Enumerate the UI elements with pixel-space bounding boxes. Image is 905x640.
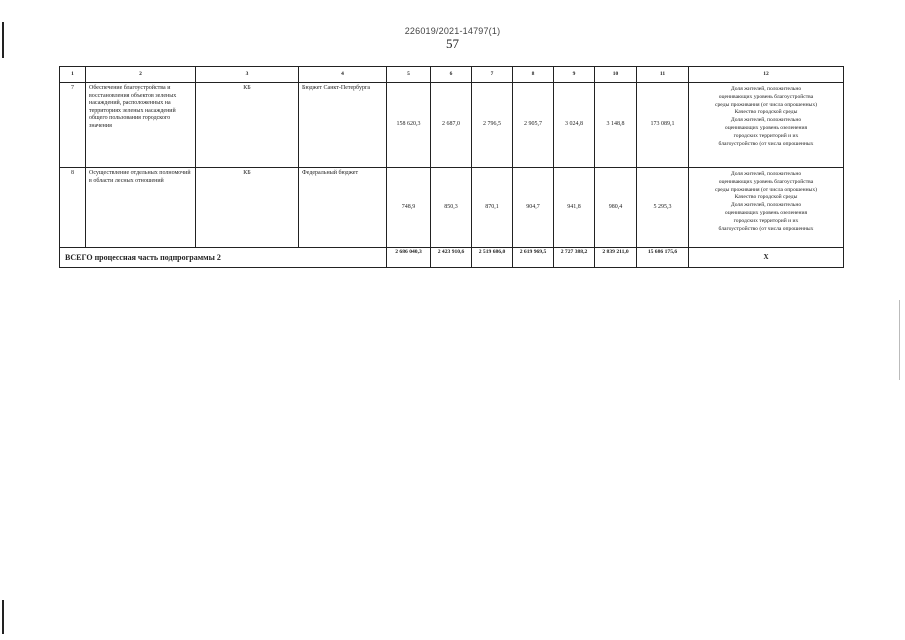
table-row bbox=[60, 168, 844, 248]
indicator-line: благоустройство (от числа опрошенных bbox=[718, 225, 814, 232]
indicators-cell bbox=[689, 83, 844, 168]
row-number: 8 bbox=[60, 168, 86, 248]
column-header: 9 bbox=[554, 67, 595, 83]
amount-cell: 748,9 bbox=[387, 168, 431, 248]
table-header-row bbox=[60, 67, 844, 83]
budget-code: КБ bbox=[196, 83, 299, 168]
amount-cell: 3 148,8 bbox=[595, 83, 637, 168]
column-header: 12 bbox=[689, 67, 844, 83]
activity-name: Осуществление отдельных полномочий в области лесных отношений bbox=[86, 168, 196, 248]
total-amount-cell: 2 619 969,5 bbox=[513, 248, 554, 268]
column-header: 2 bbox=[86, 67, 196, 83]
column-header: 5 bbox=[387, 67, 431, 83]
total-amount-cell: 2 727 388,2 bbox=[554, 248, 595, 268]
not-applicable-mark: X bbox=[689, 248, 844, 268]
total-amount-cell: 2 686 040,3 bbox=[387, 248, 431, 268]
column-header: 10 bbox=[595, 67, 637, 83]
total-amount-cell: 2 839 211,0 bbox=[595, 248, 637, 268]
indicator-line: Качество городской среды bbox=[734, 109, 798, 116]
indicator-line: Доля жителей, положительно bbox=[730, 202, 802, 209]
indicator-line: среды проживания (от числа опрошенных) bbox=[715, 101, 817, 108]
column-header: 7 bbox=[472, 67, 513, 83]
total-amount-cell: 2 519 686,0 bbox=[472, 248, 513, 268]
total-amount-cell: 5 295,3 bbox=[637, 168, 689, 248]
amount-cell: 904,7 bbox=[513, 168, 554, 248]
indicator-line: Доля жителей, положительно bbox=[730, 171, 802, 177]
indicator-line: оценивающих уровень благоустройства bbox=[718, 178, 814, 185]
indicator-line: среды проживания (от числа опрошенных) bbox=[715, 186, 817, 193]
column-header: 3 bbox=[196, 67, 299, 83]
amount-cell: 158 620,3 bbox=[387, 83, 431, 168]
indicator-line: оценивающих уровень благоустройства bbox=[718, 93, 814, 100]
document-number: 226019/2021-14797(1) bbox=[404, 26, 501, 36]
amount-cell: 2 905,7 bbox=[513, 83, 554, 168]
amount-cell: 980,4 bbox=[595, 168, 637, 248]
amount-cell: 870,1 bbox=[472, 168, 513, 248]
amount-cell: 2 687,0 bbox=[431, 83, 472, 168]
page-number: 57 bbox=[446, 36, 459, 51]
grand-total-cell: 15 686 175,6 bbox=[637, 248, 689, 268]
indicator-line: оценивающих уровень озеленения bbox=[724, 124, 808, 131]
amount-cell: 2 796,5 bbox=[472, 83, 513, 168]
funding-source: Бюджет Санкт-Петербурга bbox=[299, 83, 387, 168]
table-total-row bbox=[60, 248, 844, 268]
indicator-line: Качество городской среды bbox=[734, 194, 798, 201]
indicator-line: Доля жителей, положительно bbox=[730, 117, 802, 124]
amount-cell: 941,8 bbox=[554, 168, 595, 248]
amount-cell: 3 024,8 bbox=[554, 83, 595, 168]
indicator-line: оценивающих уровень озеленения bbox=[724, 209, 808, 216]
program-table bbox=[59, 66, 844, 268]
column-header: 11 bbox=[637, 67, 689, 83]
indicator-line: благоустройство (от числа опрошенных bbox=[718, 140, 814, 147]
column-header: 4 bbox=[299, 67, 387, 83]
table-row bbox=[60, 83, 844, 168]
column-header: 1 bbox=[60, 67, 86, 83]
column-header: 6 bbox=[431, 67, 472, 83]
indicator-line: городских территорий и их bbox=[733, 217, 799, 224]
column-header: 8 bbox=[513, 67, 554, 83]
indicator-line: городских территорий и их bbox=[733, 132, 799, 139]
activity-name: Обеспечение благоустройства и восстановления объектов зеленых насаждений, расположенных на территориях зеленых насаждений общего пользования городского значения bbox=[86, 83, 196, 168]
scan-edge-mark-right bbox=[899, 300, 900, 380]
row-number: 7 bbox=[60, 83, 86, 168]
total-label: ВСЕГО процессная часть подпрограммы 2 bbox=[60, 248, 387, 268]
budget-code: КБ bbox=[196, 168, 299, 248]
amount-cell: 850,3 bbox=[431, 168, 472, 248]
total-amount-cell: 173 089,1 bbox=[637, 83, 689, 168]
indicators-cell bbox=[689, 168, 844, 248]
indicator-line: Доля жителей, положительно bbox=[730, 86, 802, 92]
funding-source: Федеральный бюджет bbox=[299, 168, 387, 248]
scan-edge-mark-bottom bbox=[2, 600, 4, 634]
total-amount-cell: 2 423 910,6 bbox=[431, 248, 472, 268]
